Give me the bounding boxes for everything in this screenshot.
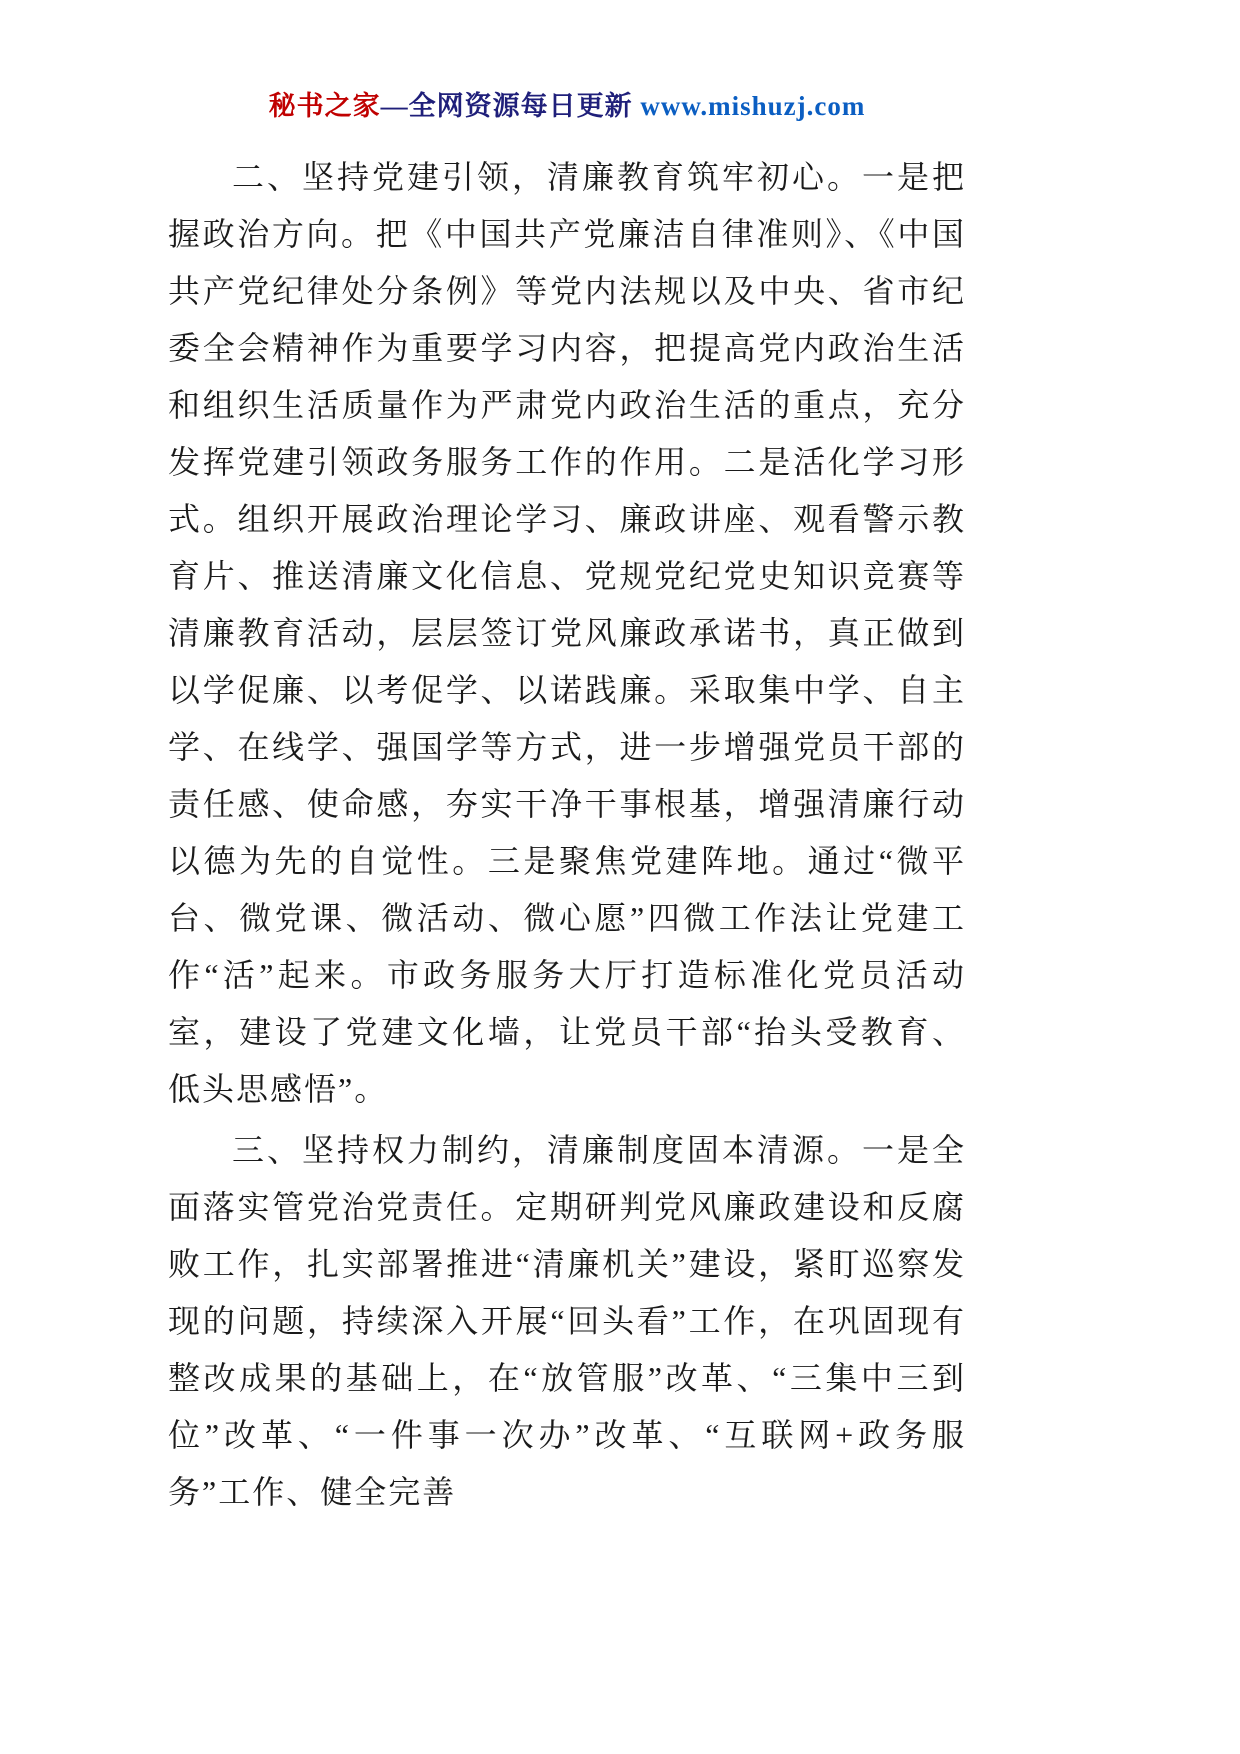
- site-brand: 秘书之家: [268, 91, 381, 121]
- body-paragraph-1: 二、坚持党建引领，清廉教育筑牢初心。一是把握政治方向。把《中国共产党廉洁自律准则》、《中国共产党纪律处分条例》等党内法规以及中央、省市纪委全会精神作为重要学习内容，把提高党内政治生活和组织生活质量作为严肃党内政治生活的重点，充分发挥党建引领政务服务工作的作用。二是活化学习形式。组织开展政治理论学习、廉政讲座、观看警示教育片、推送清廉文化信息、党规党纪党史知识竞赛等清廉教育活动，层层签订党风廉政承诺书，真正做到以学促廉、以考促学、以诺践廉。采取集中学、自主学、在线学、强国学等方式，进一步增强党员干部的责任感、使命感，夯实干净干事根基，增强清廉行动以德为先的自觉性。三是聚焦党建阵地。通过“微平台、微党课、微活动、微心愿”四微工作法让党建工作“活”起来。市政务服务大厅打造标准化党员活动室，建设了党建文化墙，让党员干部“抬头受教育、低头思感悟”。: [168, 159, 966, 1107]
- page-header: [168, 84, 966, 123]
- document-content: [168, 84, 966, 1525]
- body-paragraph-2: 三、坚持权力制约，清廉制度固本清源。一是全面落实管党治党责任。定期研判党风廉政建设和反腐败工作，扎实部署推进“清廉机关”建设，紧盯巡察发现的问题，持续深入开展“回头看”工作，在巩固现有整改成果的基础上，在“放管服”改革、“三集中三到位”改革、“一件事一次办”改革、“互联网+政务服务”工作、健全完善: [168, 1132, 966, 1510]
- site-url-link[interactable]: www.mishuzj.com: [640, 91, 866, 121]
- site-tagline: —全网资源每日更新: [380, 91, 641, 121]
